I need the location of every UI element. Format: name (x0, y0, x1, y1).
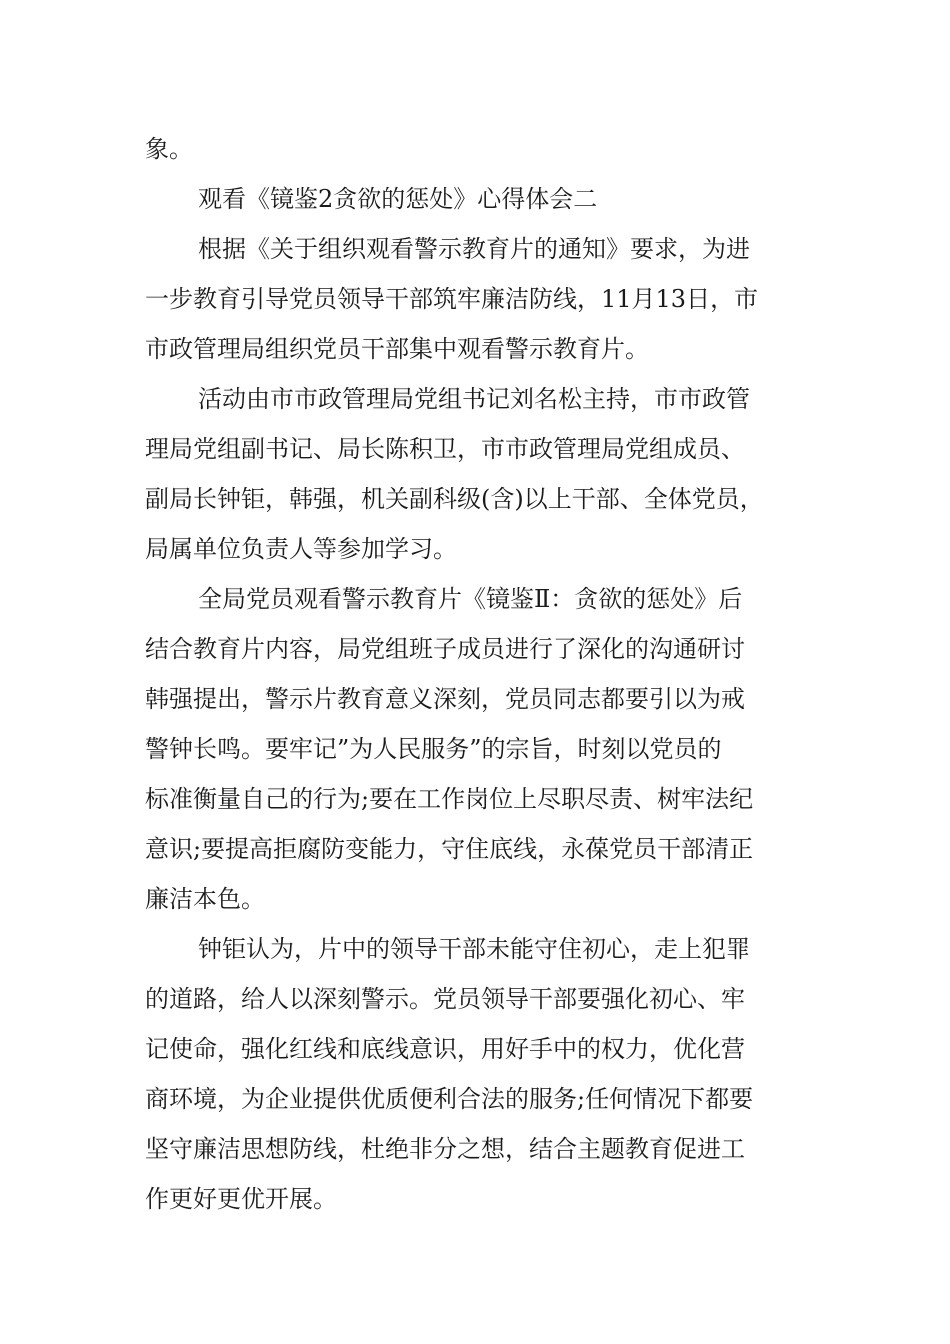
text-line: 意识;要提高拒腐防变能力，守住底线，永葆党员干部清正 (145, 835, 754, 863)
text-line: 市政管理局组织党员干部集中观看警示教育片。 (145, 335, 649, 363)
text-line: 作更好更优开展。 (145, 1185, 337, 1213)
text-line: 钟钜认为，片中的领导干部未能守住初心，走上犯罪 (198, 935, 750, 963)
text-line: 理局党组副书记、局长陈积卫，市市政管理局党组成员、 (145, 435, 745, 463)
text-line: 廉洁本色。 (145, 885, 265, 913)
text-line: 坚守廉洁思想防线，杜绝非分之想，结合主题教育促进工 (145, 1135, 745, 1163)
text-line: 记使命，强化红线和底线意识，用好手中的权力，优化营 (145, 1035, 745, 1063)
section-title: 观看《镜鉴2贪欲的惩处》心得体会二 (198, 185, 598, 213)
text-line: 局属单位负责人等参加学习。 (145, 535, 457, 563)
text-line: 的道路，给人以深刻警示。党员领导干部要强化初心、牢 (145, 985, 745, 1013)
text-line: 全局党员观看警示教育片《镜鉴Ⅱ：贪欲的惩处》后 (198, 585, 743, 613)
text-line: 一步教育引导党员领导干部筑牢廉洁防线，11月13日，市 (145, 285, 759, 313)
text-line: 韩强提出，警示片教育意义深刻，党员同志都要引以为戒 (145, 685, 745, 713)
text-line: 象。 (145, 135, 193, 163)
document-body (145, 124, 815, 1224)
text-line: 商环境，为企业提供优质便利合法的服务;任何情况下都要 (145, 1085, 754, 1113)
text-line: 标准衡量自己的行为;要在工作岗位上尽职尽责、树牢法纪 (145, 785, 754, 813)
text-line: 活动由市市政管理局党组书记刘名松主持，市市政管 (198, 385, 750, 413)
text-line: 副局长钟钜，韩强，机关副科级(含)以上干部、全体党员， (145, 485, 764, 513)
text-line: 警钟长鸣。要牢记”为人民服务”的宗旨，时刻以党员的 (145, 735, 722, 763)
text-line: 根据《关于组织观看警示教育片的通知》要求，为进 (198, 235, 750, 263)
text-line: 结合教育片内容，局党组班子成员进行了深化的沟通研讨 (145, 635, 745, 663)
